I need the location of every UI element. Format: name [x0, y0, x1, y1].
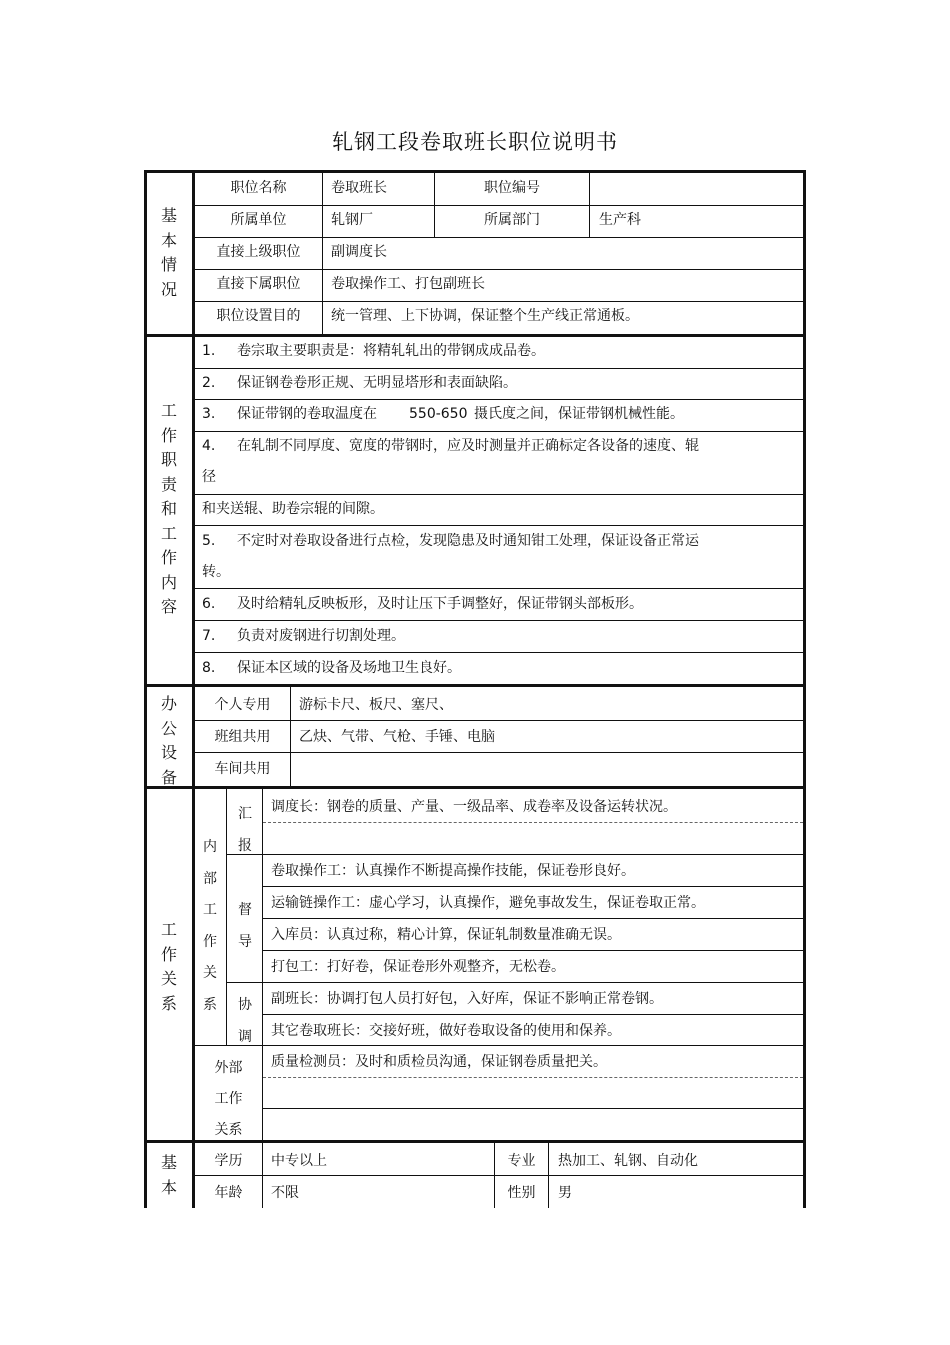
section-char: 工 [160, 401, 177, 420]
row-line [194, 588, 803, 589]
duty-text: 保证本区域的设备及场地卫生良好。 [237, 660, 461, 676]
external-text: 质量检测员：及时和质检员沟通，保证钢卷质量把关。 [271, 1054, 607, 1070]
superior-label: 直接上级职位 [216, 244, 301, 260]
duty-text-wrap: 径 [202, 469, 216, 485]
row-line [263, 1108, 803, 1109]
label-line: 关系 [214, 1122, 243, 1138]
dept-label: 所属部门 [484, 212, 540, 228]
office-value: 乙炔、气带、气枪、手锤、电脑 [299, 729, 495, 745]
section-char: 办 [160, 694, 177, 713]
section-divider [144, 334, 806, 337]
section-label-duties [146, 399, 192, 620]
col-line [589, 172, 590, 237]
position-name-value: 卷取班长 [331, 180, 387, 196]
section-label-office [146, 692, 192, 790]
section-char: 责 [160, 474, 177, 494]
supervise-text: 运输链操作工：虚心学习，认真操作，避免事故发生，保证卷取正常。 [271, 895, 705, 911]
row-line [194, 368, 803, 369]
supervise-text: 入库员：认真过称，精心计算，保证轧制数量准确无误。 [271, 927, 621, 943]
age-label: 年龄 [214, 1185, 243, 1201]
coordinate-text: 其它卷取班长：交接好班，做好卷取设备的使用和保养。 [271, 1023, 621, 1039]
duty-text: 在轧制不同厚度、宽度的带钢时，应及时测量并正确标定各设备的速度、辊 [237, 438, 699, 454]
row-line [194, 237, 803, 238]
section-char: 内 [160, 572, 177, 592]
position-name-label: 职位名称 [230, 180, 287, 196]
subordinate-label: 直接下属职位 [216, 276, 301, 292]
col-line [262, 1143, 263, 1208]
section-char: 设 [160, 743, 177, 762]
purpose-label: 职位设置目的 [216, 308, 301, 324]
section-divider [144, 684, 806, 687]
label-char: 协 [238, 997, 252, 1013]
section-char: 关 [160, 969, 177, 988]
row-line [263, 1014, 803, 1015]
unit-value: 轧钢厂 [331, 212, 373, 228]
office-label: 个人专用 [214, 697, 271, 713]
section-char: 作 [160, 548, 177, 567]
duty-num: 4. [202, 438, 216, 454]
section-label-basic [146, 204, 192, 302]
section-char: 基 [160, 1153, 177, 1172]
row-line [194, 1045, 803, 1046]
label-char: 报 [238, 838, 252, 854]
section-char: 工 [160, 920, 177, 939]
age-value: 不限 [271, 1185, 299, 1201]
position-code-label: 职位编号 [484, 180, 540, 196]
col-line [322, 172, 323, 334]
section-label-requirements [146, 1151, 192, 1200]
duty-text: 及时给精轧反映板形，及时让压下手调整好，保证带钢头部板形。 [237, 596, 643, 612]
section-char: 作 [160, 944, 177, 964]
label-char: 系 [203, 996, 217, 1013]
label-char: 导 [238, 934, 252, 950]
section-char: 公 [160, 718, 177, 738]
row-line [227, 982, 803, 983]
superior-value: 副调度长 [331, 244, 387, 260]
duty-num: 3. [202, 406, 216, 422]
col-line [548, 1143, 549, 1208]
duty-text: 卷宗取主要职责是：将精轧轧出的带钢成成品卷。 [237, 343, 545, 359]
row-line [194, 752, 803, 753]
duty-num: 1. [202, 343, 216, 359]
duty-text-wrap: 转。 [202, 564, 230, 580]
duty-text: 不定时对卷取设备进行点检，发现隐患及时通知钳工处理，保证设备正常运 [237, 533, 699, 549]
label-char: 工 [203, 902, 217, 918]
duty-num: 8. [202, 660, 216, 676]
label-char: 调 [238, 1029, 252, 1045]
duty-text: 负责对废钢进行切割处理。 [237, 628, 405, 644]
label-char: 作 [203, 933, 217, 950]
duty-text-tail: 摄氏度之间，保证带钢机械性能。 [474, 406, 684, 422]
external-relations-label [195, 1053, 262, 1146]
duty-num: 7. [202, 628, 216, 644]
major-value: 热加工、轧钢、自动化 [558, 1153, 698, 1169]
row-line [194, 525, 803, 526]
report-label [230, 798, 260, 862]
dashed-line [263, 1077, 803, 1078]
office-value: 游标卡尺、板尺、塞尺、 [299, 697, 453, 713]
major-label: 专业 [507, 1153, 536, 1169]
row-line [194, 301, 803, 302]
section-char: 工 [160, 523, 177, 543]
coordinate-text: 副班长：协调打包人员打好包，入好库，保证不影响正常卷钢。 [271, 991, 663, 1007]
row-line [194, 620, 803, 621]
section-char: 情 [160, 255, 177, 274]
col-line [226, 789, 227, 1045]
duty-text: 保证钢卷卷形正规、无明显塔形和表面缺陷。 [237, 375, 517, 391]
row-line [194, 431, 803, 432]
dept-value: 生产科 [599, 212, 641, 228]
row-line [194, 652, 803, 653]
internal-relations-label [195, 832, 225, 1021]
education-value: 中专以上 [271, 1153, 327, 1169]
section-char: 容 [160, 597, 177, 616]
label-char: 部 [203, 870, 217, 887]
col-line [290, 687, 291, 786]
coordinate-label [230, 989, 260, 1053]
col-line [262, 789, 263, 1140]
education-label: 学历 [214, 1153, 243, 1169]
row-line [194, 269, 803, 270]
supervise-label [230, 894, 260, 958]
row-line [194, 205, 803, 206]
row-line [263, 950, 803, 951]
duty-num: 6. [202, 596, 216, 612]
section-char: 本 [160, 230, 177, 250]
duty-temperature: 550-650 [409, 406, 468, 422]
section-char: 况 [160, 279, 177, 299]
page-title: 轧钢工段卷取班长职位说明书 [332, 130, 618, 154]
section-char: 职 [160, 450, 177, 469]
label-char: 汇 [238, 806, 252, 822]
gender-value: 男 [558, 1185, 572, 1201]
row-line [263, 886, 803, 887]
row-line [194, 720, 803, 721]
duty-num: 2. [202, 375, 216, 391]
row-line [194, 494, 803, 495]
label-char: 内 [203, 839, 217, 855]
supervise-text: 卷取操作工：认真操作不断提高操作技能，保证卷形良好。 [271, 863, 635, 879]
section-char: 本 [160, 1177, 177, 1197]
unit-label: 所属单位 [230, 212, 287, 228]
section-divider [144, 786, 806, 789]
row-line [263, 918, 803, 919]
duty-text: 和夹送辊、助卷宗辊的间隙。 [202, 501, 384, 517]
label-line: 外部 [214, 1060, 243, 1076]
purpose-value: 统一管理、上下协调，保证整个生产线正常通板。 [331, 308, 639, 324]
label-char: 关 [203, 965, 217, 981]
section-char: 作 [160, 425, 177, 445]
label-line: 工作 [214, 1091, 243, 1107]
section-char: 备 [160, 767, 177, 787]
gender-label: 性别 [507, 1185, 536, 1201]
report-text: 调度长：钢卷的质量、产量、一级品率、成卷率及设备运转状况。 [271, 799, 677, 815]
row-line [194, 1175, 803, 1176]
office-label: 车间共用 [214, 761, 271, 777]
section-char: 系 [160, 993, 177, 1013]
duty-num: 5. [202, 533, 216, 549]
label-char: 督 [238, 902, 252, 918]
subordinate-value: 卷取操作工、打包副班长 [331, 276, 485, 292]
row-line [194, 399, 803, 400]
dashed-line [263, 822, 803, 823]
office-label: 班组共用 [214, 729, 271, 745]
duty-text: 保证带钢的卷取温度在 [237, 406, 377, 422]
section-char: 和 [160, 499, 177, 518]
section-char: 基 [160, 206, 177, 225]
row-line [227, 854, 803, 855]
supervise-text: 打包工：打好卷，保证卷形外观整齐，无松卷。 [271, 959, 565, 975]
section-label-relations [146, 918, 192, 1016]
